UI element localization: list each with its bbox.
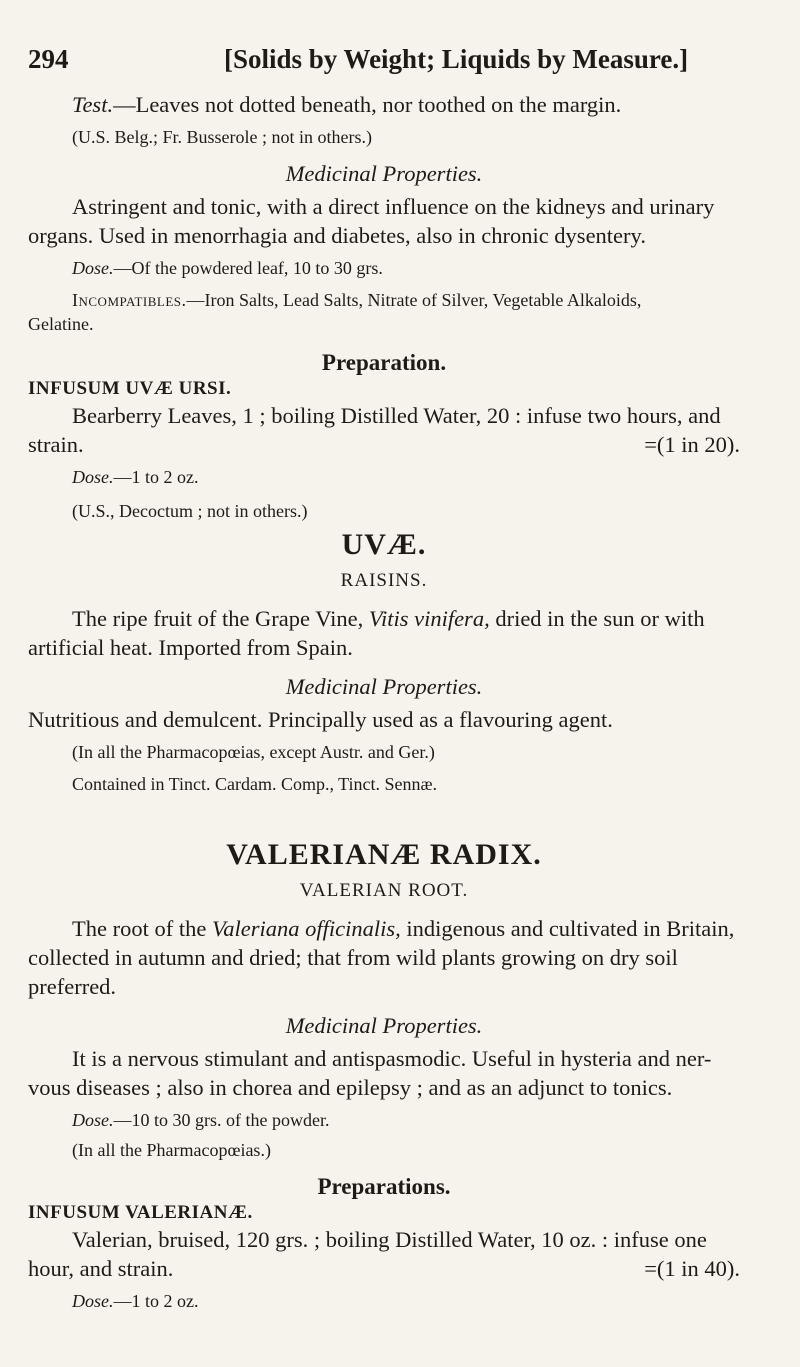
valeriana-infusum-dose-text: —1 to 2 oz. bbox=[113, 1291, 199, 1311]
dose-line bbox=[72, 256, 740, 280]
uvae-section bbox=[28, 528, 740, 796]
valeriana-infusum-dose-line bbox=[72, 1289, 740, 1313]
page-number: 294 bbox=[28, 44, 69, 74]
valeriana-dose-label: Dose. bbox=[72, 1110, 114, 1130]
valeriana-description-line-2: collected in autumn and dried; that from wild plants growing on dry soil bbox=[28, 945, 678, 970]
valeriana-infusum-strain: hour, and strain. bbox=[28, 1256, 174, 1281]
uvae-description-line-1 bbox=[28, 604, 740, 633]
dose-label: Dose. bbox=[72, 258, 114, 278]
incompatibles-label: Incompatibles. bbox=[72, 290, 187, 310]
medicinal-text-line-2: organs. Used in menorrhagia and diabetes, also in chronic dysentery. bbox=[28, 223, 646, 248]
valeriana-infusum-text-line-1: Valerian, bruised, 120 grs. ; boiling Distilled Water, 10 oz. : infuse one bbox=[72, 1227, 707, 1252]
uvae-desc-part: The ripe fruit of the Grape Vine, bbox=[72, 606, 369, 631]
valeriana-desc-part: The root of the bbox=[72, 916, 212, 941]
uvae-pharmacopoeia-note: (In all the Pharmacopœias, except Austr. and Ger.) bbox=[72, 742, 435, 762]
infusum-note: (U.S., Decoctum ; not in others.) bbox=[72, 501, 308, 521]
uvae-desc-part: dried in the sun or with bbox=[489, 606, 705, 631]
valeriana-dose-line bbox=[72, 1108, 740, 1132]
valeriana-dose-note: (In all the Pharmacopœias.) bbox=[72, 1140, 271, 1160]
valeriana-medicinal-text-line-2: vous diseases ; also in chorea and epilepsy ; and as an adjunct to tonics. bbox=[28, 1075, 673, 1100]
test-label: Test. bbox=[72, 92, 114, 117]
infusum-uvae-ursi-title: INFUSUM UVÆ URSI. bbox=[28, 378, 232, 399]
incompatibles-text: —Iron Salts, Lead Salts, Nitrate of Silver, Vegetable Alkaloids, bbox=[186, 290, 642, 310]
uvae-description-line-2: artificial heat. Imported from Spain. bbox=[28, 635, 353, 660]
valeriana-subtitle: VALERIAN ROOT. bbox=[299, 880, 469, 901]
test-note: (U.S. Belg.; Fr. Busserole ; not in others.) bbox=[72, 127, 372, 147]
valeriana-title: VALERIANÆ RADIX. bbox=[226, 838, 542, 871]
uvae-medicinal-text: Nutritious and demulcent. Principally used as a flavouring agent. bbox=[28, 707, 613, 732]
uvae-subtitle: RAISINS. bbox=[340, 570, 428, 591]
infusum-ratio: =(1 in 20). bbox=[644, 432, 740, 457]
valeriana-dose-text: —10 to 30 grs. of the powder. bbox=[113, 1110, 330, 1130]
valeriana-species-name: Valeriana officinalis, bbox=[211, 916, 401, 941]
valeriana-infusum-ratio: =(1 in 40). bbox=[644, 1256, 740, 1281]
valeriana-description-line-1 bbox=[28, 914, 740, 943]
test-paragraph bbox=[28, 90, 740, 119]
valeriana-infusum-text-line-2 bbox=[28, 1254, 740, 1283]
medicinal-heading: Medicinal Properties. bbox=[285, 161, 483, 186]
valeriana-description-line-3: preferred. bbox=[28, 974, 117, 999]
incompatibles-line-1 bbox=[72, 288, 740, 312]
running-title: [Solids by Weight; Liquids by Measure.] bbox=[224, 44, 689, 74]
uvae-contained-note: Contained in Tinct. Cardam. Comp., Tinct. Sennæ. bbox=[72, 774, 438, 794]
valeriana-desc-part: indigenous and cultivated in Britain, bbox=[400, 916, 735, 941]
valeriana-section bbox=[28, 838, 740, 1313]
medicinal-text-line-1: Astringent and tonic, with a direct influence on the kidneys and urinary bbox=[72, 194, 715, 219]
preparation-heading: Preparation. bbox=[321, 350, 447, 375]
valeriana-preparations-heading: Preparations. bbox=[317, 1174, 451, 1199]
infusum-valerianae-title: INFUSUM VALERIANÆ. bbox=[28, 1202, 253, 1223]
dose-text: —Of the powdered leaf, 10 to 30 grs. bbox=[113, 258, 383, 278]
uvae-title: UVÆ. bbox=[341, 528, 427, 561]
uva-ursi-section bbox=[28, 90, 740, 523]
test-text: —Leaves not dotted beneath, nor toothed on the margin. bbox=[113, 92, 622, 117]
infusum-dose-label: Dose. bbox=[72, 467, 114, 487]
infusum-dose-line bbox=[72, 465, 740, 489]
infusum-dose-text: —1 to 2 oz. bbox=[113, 467, 199, 487]
valeriana-medicinal-text-line-1: It is a nervous stimulant and antispasmodic. Useful in hysteria and ner- bbox=[72, 1046, 712, 1071]
infusum-text-line-2 bbox=[28, 430, 740, 459]
uvae-species-name: Vitis vinifera, bbox=[368, 606, 490, 631]
page-header bbox=[28, 44, 772, 80]
valeriana-medicinal-heading: Medicinal Properties. bbox=[285, 1013, 483, 1038]
valeriana-infusum-dose-label: Dose. bbox=[72, 1291, 114, 1311]
infusum-text-line-1: Bearberry Leaves, 1 ; boiling Distilled Water, 20 : infuse two hours, and bbox=[72, 403, 721, 428]
incompatibles-line-2: Gelatine. bbox=[28, 314, 94, 334]
infusum-strain: strain. bbox=[28, 432, 84, 457]
uvae-medicinal-heading: Medicinal Properties. bbox=[285, 674, 483, 699]
